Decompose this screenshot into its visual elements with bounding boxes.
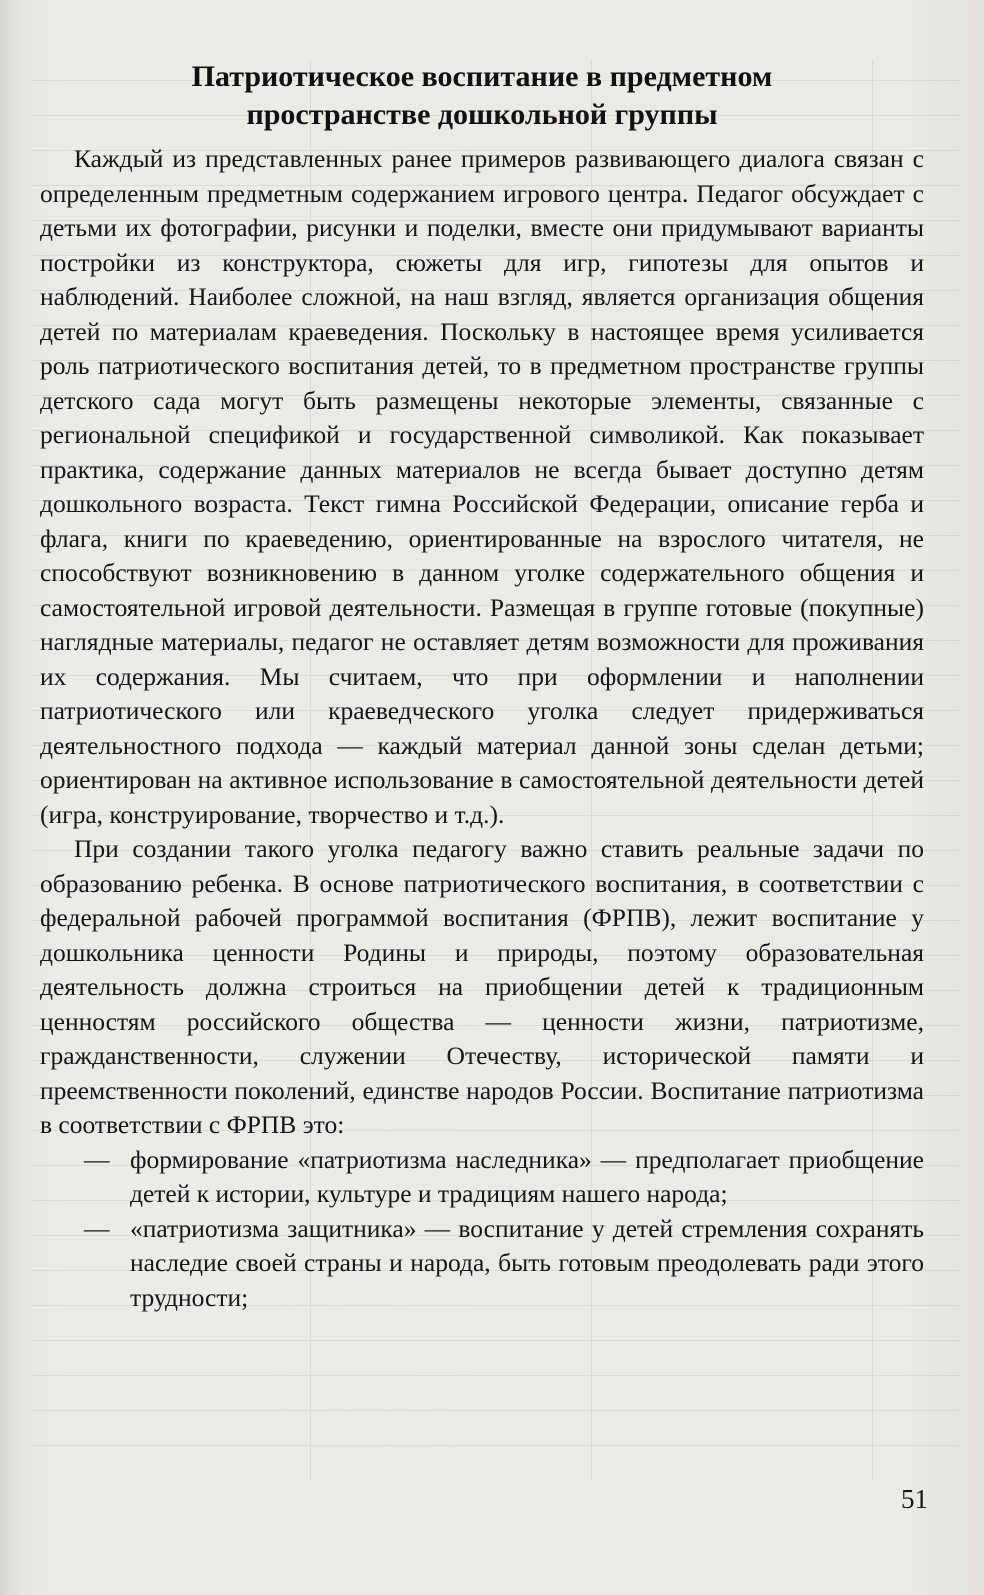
list-dash: — (84, 1144, 110, 1174)
paragraph-2: При создании такого уголка педагогу важно ставить реальные задачи по образованию ребенка. В основе патриотического воспитания, в соответствии с федеральной рабочей программой воспитания (ФРПВ), лежит воспитание у дошкольника ценности Родины и природы, поэтому образовательная деятельность должна строиться на приобщении детей к традиционным ценностям российского общества — ценности жизни, патриотизме, гражданственности, служении Отечеству, исторической памяти и преемственности поколений, единстве народов России. Воспитание патриотизма в соответствии с ФРПВ это: (40, 834, 924, 1139)
list-item (40, 1143, 924, 1212)
paragraph-1: Каждый из представленных ранее примеров развивающего диалога связан с определенным предметным содержанием игрового центра. Педагог обсуждает с детьми их фотографии, рисунки и поделки, вместе они придумывают варианты постройки из конструктора, сюжеты для игр, гипотезы для опытов и наблюдений. Наиболее сложной, на наш взгляд, является организация общения детей по материалам краеведения. Поскольку в настоящее время усиливается роль патриотического воспитания детей, то в предметном пространстве группы детского сада могут быть размещены некоторые элементы, связанные с региональной спецификой и государственной символикой. Как показывает практика, содержание данных материалов не всегда бывает доступно детям дошкольного возраста. Текст гимна Российской Федерации, описание герба и флага, книги по краеведению, ориентированные на взрослого читателя, не способствуют возникновению в данном уголке содержательного общения и самостоятельной игровой деятельности. Размещая в группе готовые (покупные) наглядные материалы, педагог не оставляет детям возможности для проживания их содержания. Мы считаем, что при оформлении и наполнении патриотического или краеведческого уголка следует придерживаться деятельностного подхода — каждый материал данной зоны сделан детьми; ориентирован на активное использование в самостоятельной деятельности детей (игра, конструирование, творчество и т.д.). (40, 144, 924, 829)
page-number: 51 (901, 1484, 928, 1514)
list-item-text: «патриотизма защитника» — воспитание у детей стремления сохранять наследие своей страны и народа, быть готовым преодолевать ради этого трудности; (130, 1213, 924, 1312)
list-dash: — (84, 1213, 110, 1243)
section-title-line-1: Патриотическое воспитание в предметном (191, 60, 773, 93)
section-title (40, 58, 924, 134)
section-title-line-2: пространстве дошкольной группы (246, 98, 718, 131)
page-content (40, 58, 924, 1315)
patriotism-list (40, 1143, 924, 1316)
list-item-text: формирование «патриотизма наследника» — предполагает приобщение детей к истории, культуре и традициям нашего народа; (130, 1144, 924, 1208)
list-item (40, 1212, 924, 1316)
